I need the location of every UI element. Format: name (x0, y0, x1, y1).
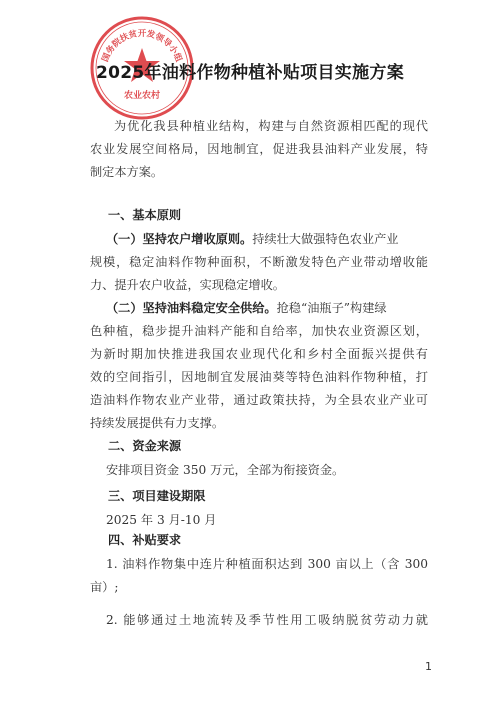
requirement-line: 亩）; (90, 580, 119, 594)
principle-paragraph-1 (90, 228, 428, 297)
principle-line: 为新时期加快推进我国农业现代化和乡村全面振兴提供有 (90, 347, 428, 361)
principle-lead: （一）坚持农户增收原则。 (106, 232, 253, 246)
section-heading: 三、项目建设期限 (108, 489, 206, 503)
seal-outer-text: 国务院扶贫开发领导小组 (100, 29, 184, 64)
principle-lead: （二）坚持油料稳定安全供给。 (106, 301, 277, 315)
principle-line: 持续发展提供有力支撑。 (90, 416, 225, 430)
page-number: 1 (425, 660, 432, 673)
seal-inner-text: 农业农村 (123, 91, 161, 101)
requirement-item-2 (90, 609, 428, 632)
requirement-line: 1. 油料作物集中连片种植面积达到 300 亩以上（含 300 (106, 557, 428, 571)
intro-paragraph (90, 115, 428, 184)
principle-line: 造油料作物农业产业带，通过政策扶持，为全县农业产业可 (90, 393, 428, 407)
intro-line: 为优化我县种植业结构，构建与自然资源相匹配的现代 (114, 119, 428, 133)
principle-text: 抢稳“油瓶子”构建绿 (276, 301, 387, 315)
principle-line: 规模，稳定油料作物种面积，不断激发特色产业带动增收能 (90, 255, 428, 269)
section-heading: 四、补贴要求 (108, 533, 182, 547)
principle-paragraph-2 (90, 297, 428, 435)
principle-text: 持续壮大做强特色农业产业 (252, 232, 399, 246)
period-text: 2025 年 3 月-10 月 (106, 513, 217, 527)
document-title: 2025年油料作物种植补贴项目实施方案 (95, 63, 404, 83)
principle-line: 色种植，稳步提升油料产能和自给率，加快农业资源区划， (90, 324, 428, 338)
principle-line: 效的空间指引，因地制宜发展油葵等特色油料作物种植，打 (90, 370, 428, 384)
section-heading: 二、资金来源 (108, 439, 182, 453)
intro-line: 制定本方案。 (90, 165, 164, 179)
principle-line: 力、提升农户收益，实现稳定增收。 (90, 278, 285, 292)
intro-line: 农业发展空间格局，因地制宜，促进我县油料产业发展，特 (90, 142, 428, 156)
requirement-item-1 (90, 553, 428, 599)
requirement-line: 2. 能够通过土地流转及季节性用工吸纳脱贫劳动力就 (106, 613, 428, 627)
funding-text: 安排项目资金 350 万元，全部为衔接资金。 (106, 463, 345, 477)
section-heading: 一、基本原则 (108, 208, 182, 222)
